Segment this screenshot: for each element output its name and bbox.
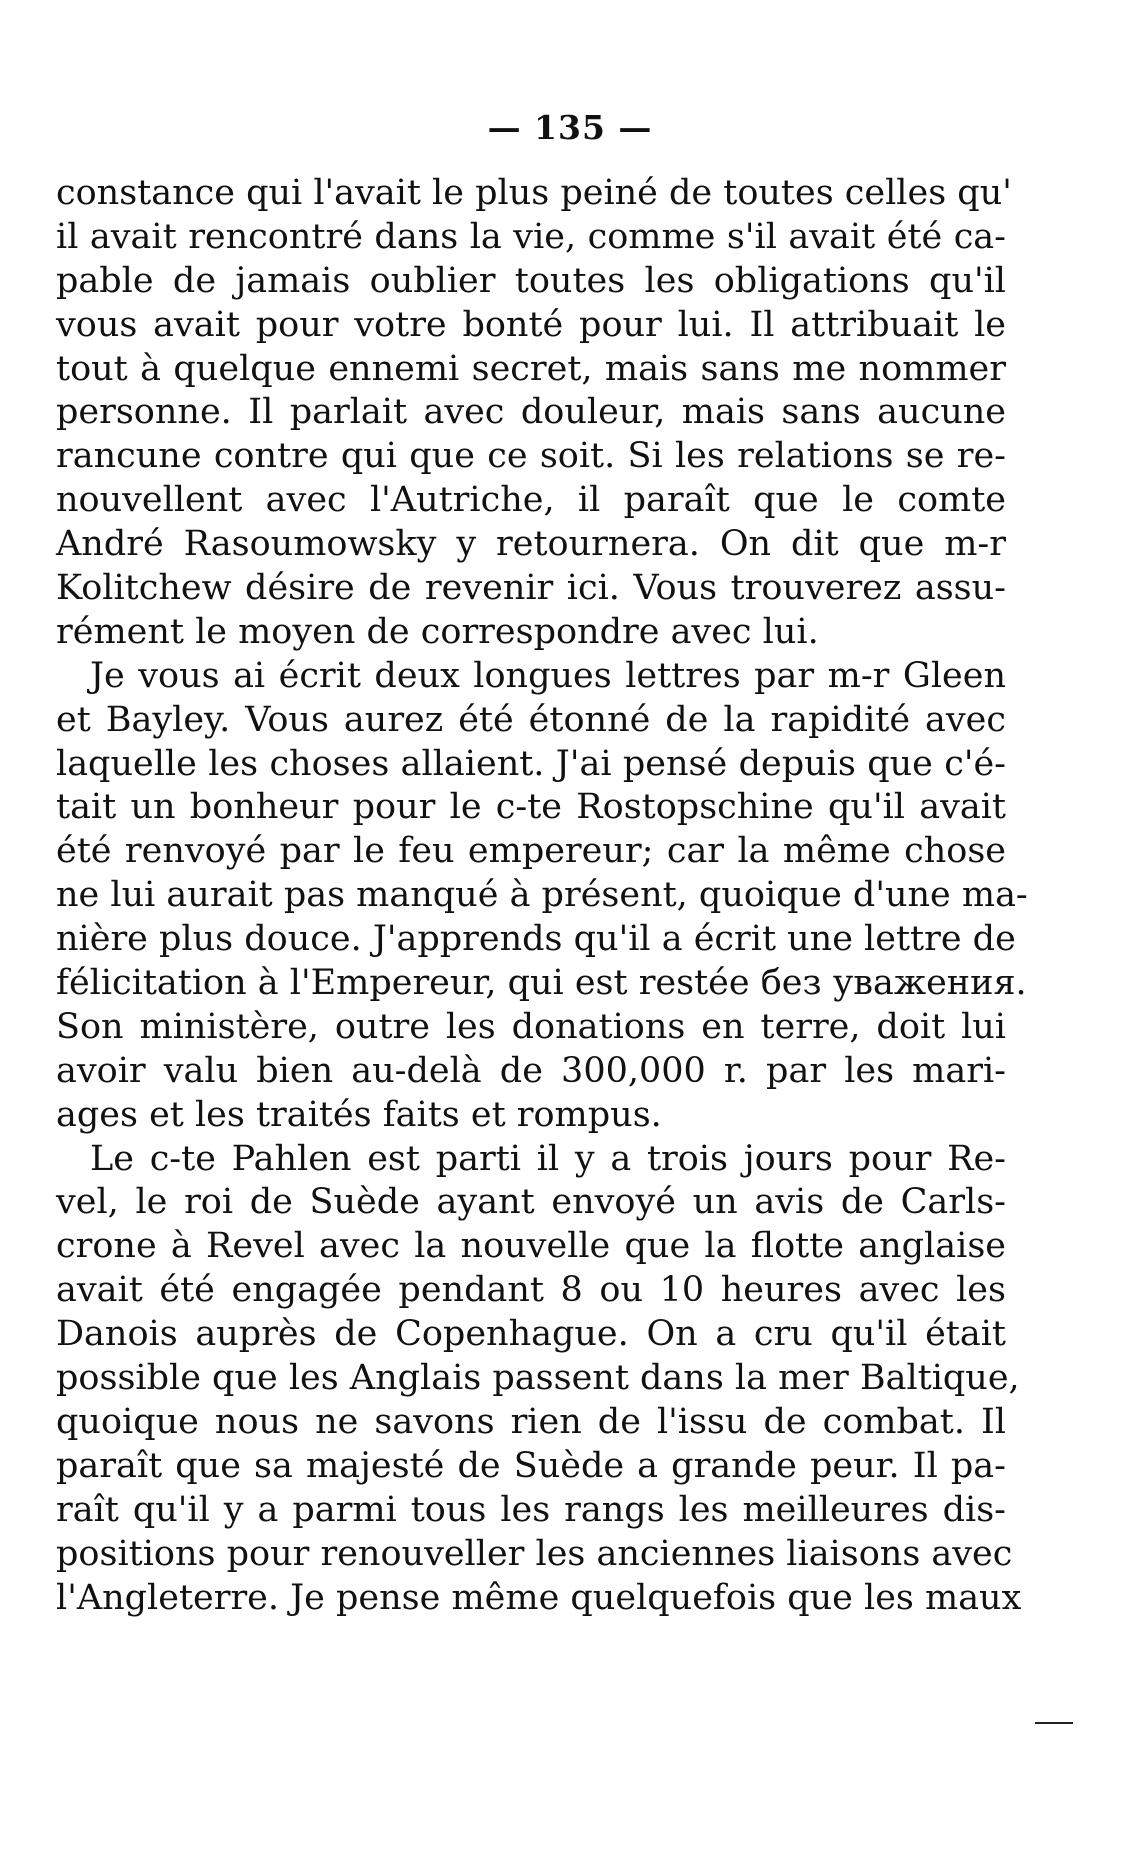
text-line: crone à Revel avec la nouvelle que la flotte anglaise — [56, 1226, 1006, 1267]
text-line: il avait rencontré dans la vie, comme s'il avait été ca- — [56, 216, 1006, 257]
text-line: vel, le roi de Suède ayant envoyé un avis de Carls- — [56, 1182, 1006, 1223]
text-line: tout à quelque ennemi secret, mais sans me nommer — [56, 348, 1006, 389]
text-line: paraît que sa majesté de Suède a grande peur. Il pa- — [56, 1445, 1006, 1486]
text-line: Son ministère, outre les donations en terre, doit lui — [56, 1006, 1006, 1047]
text-line: Kolitchew désire de revenir ici. Vous trouverez assu- — [56, 568, 1006, 609]
text-line: vous avait pour votre bonté pour lui. Il attribuait le — [56, 304, 1006, 345]
text-line: rancune contre qui que ce soit. Si les relations se re- — [56, 436, 1006, 477]
text-line: avait été engagée pendant 8 ou 10 heures avec les — [56, 1270, 1006, 1311]
text-line: rément le moyen de correspondre avec lui. — [56, 611, 819, 652]
text-line: nière plus douce. J'apprends qu'il a écrit une lettre de — [56, 919, 1016, 960]
text-line: personne. Il parlait avec douleur, mais sans aucune — [56, 392, 1006, 433]
text-line: et Bayley. Vous aurez été étonné de la rapidité avec — [56, 699, 1006, 740]
text-line: quoique nous ne savons rien de l'issu de combat. Il — [56, 1401, 1006, 1442]
text-line: pable de jamais oublier toutes les obligations qu'il — [56, 260, 1006, 301]
text-line: possible que les Anglais passent dans la mer Baltique, — [56, 1358, 1020, 1399]
text-line: nouvellent avec l'Autriche, il paraît que le comte — [56, 480, 1006, 521]
text-line: Le c-te Pahlen est parti il y a trois jours pour Re- — [90, 1138, 1006, 1179]
text-line: André Rasoumowsky y retournera. On dit que m-r — [56, 524, 1006, 565]
footer-dash — [1035, 1722, 1073, 1724]
text-line: constance qui l'avait le plus peiné de toutes celles qu' — [56, 173, 1012, 213]
text-line: positions pour renouveller les anciennes liaisons avec — [56, 1533, 1013, 1574]
text-line: tait un bonheur pour le c-te Rostopschine qu'il avait — [56, 787, 1006, 828]
text-line: Danois auprès de Copenhague. On a cru qu'il était — [56, 1314, 1006, 1355]
text-line: raît qu'il y a parmi tous les rangs les meilleures dis- — [56, 1489, 1006, 1530]
text-line: ages et les traités faits et rompus. — [56, 1094, 662, 1135]
text-line: félicitation à l'Empereur, qui est restée без уважения. — [56, 963, 1027, 1004]
text-line: l'Angleterre. Je pense même quelquefois que les maux — [56, 1577, 1022, 1618]
text-line: ne lui aurait pas manqué à présent, quoique d'une ma- — [56, 875, 1028, 916]
text-line: été renvoyé par le feu empereur; car la même chose — [56, 831, 1006, 872]
page-number: — 135 — — [487, 108, 653, 147]
body-text — [56, 172, 1028, 1620]
text-line: laquelle les choses allaient. J'ai pensé depuis que c'é- — [56, 743, 1006, 784]
text-line: avoir valu bien au-delà de 300,000 r. par les mari- — [56, 1050, 1006, 1091]
text-line: Je vous ai écrit deux longues lettres par m-r Gleen — [90, 655, 1006, 696]
